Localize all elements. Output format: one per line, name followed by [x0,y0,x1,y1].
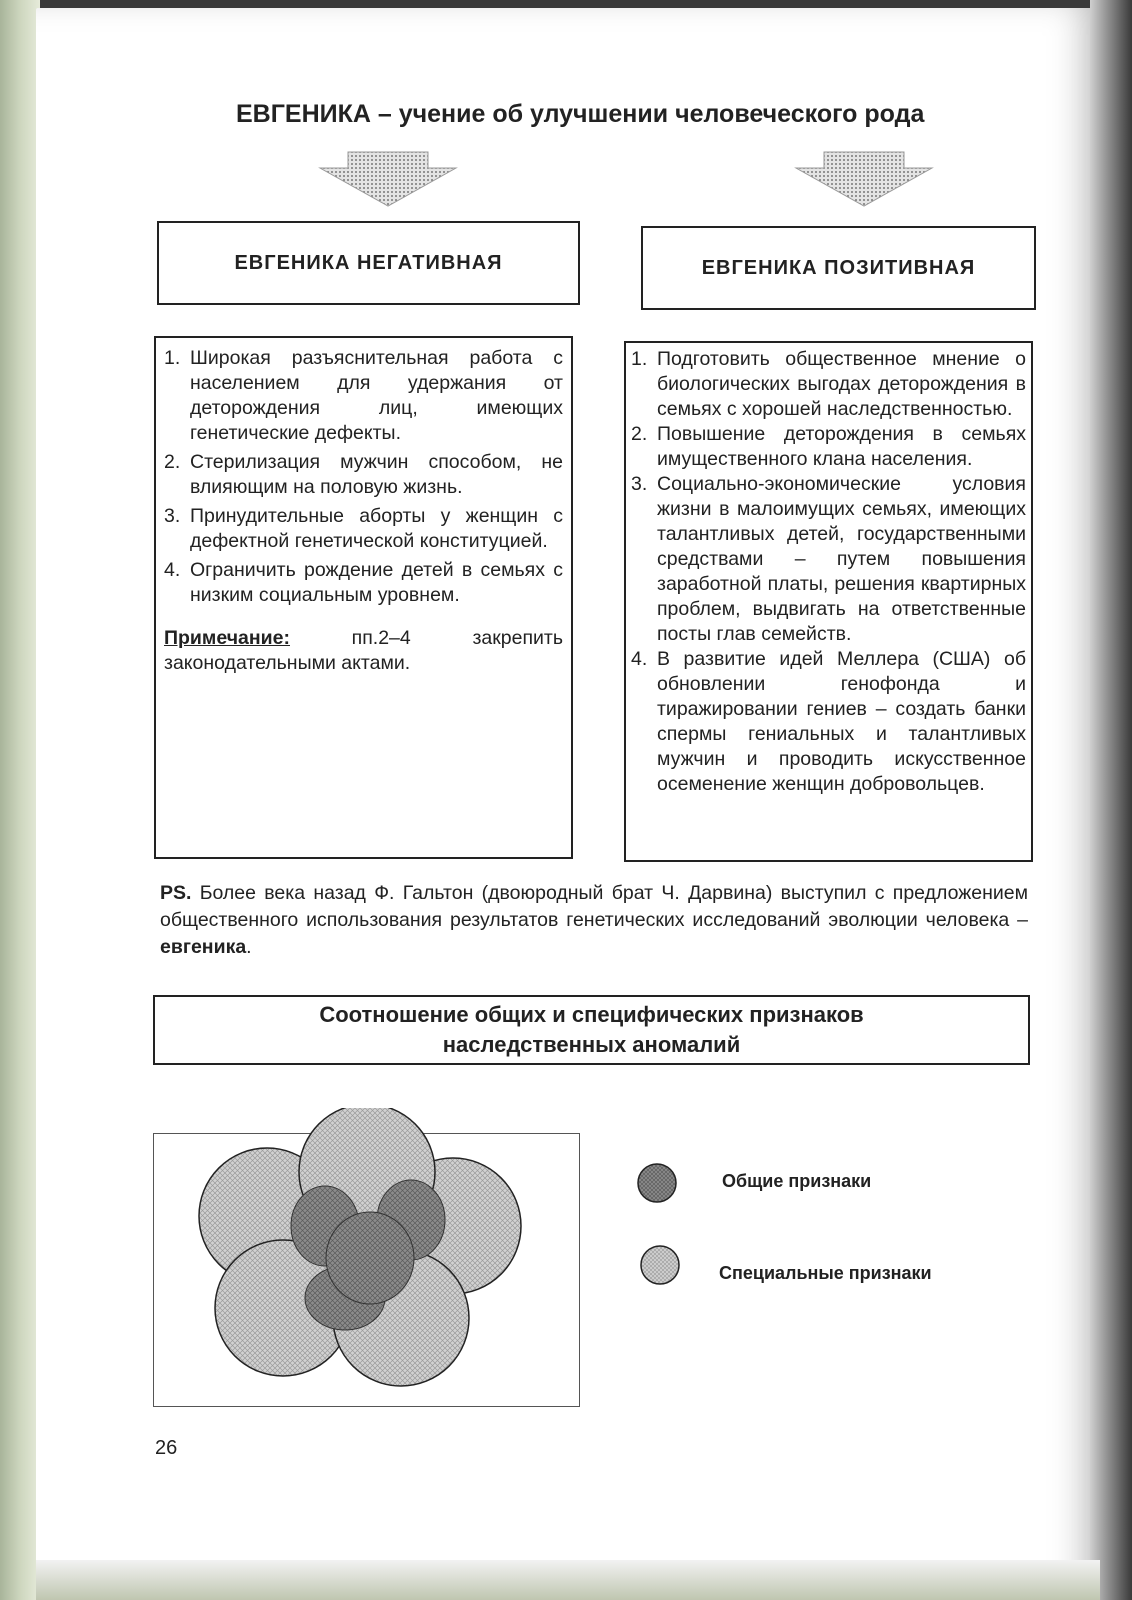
section-title [153,995,1030,1065]
ps-paragraph: PS. Более века назад Ф. Гальтон (двоюродный брат Ч. Дарвина) выступил с предложением общественного использования результатов генетических исследований эволюции человека – евгеника. [160,882,1028,958]
title-rest: – учение об улучшении человеческого рода [370,100,925,128]
list-item: 2. Стерилизация мужчин способом, не влияющим на половую жизнь. [164,451,563,498]
page-bottom-edge [36,1560,1100,1600]
book-binding [0,0,40,1600]
list-item: 1. Широкая разъяснительная работа с населением для удержания от деторождения лиц, имеющих генетические дефекты. [164,347,563,444]
negative-heading: ЕВГЕНИКА НЕГАТИВНАЯ [157,221,580,305]
venn-diagram [195,1108,525,1393]
ps-term: евгеника [160,936,247,958]
arrow-down-icon [794,150,934,208]
page-number: 26 [155,1437,178,1459]
legend-special-label: Специальные признаки [719,1263,932,1283]
section-title-line2: наследственных аномалий [442,1032,741,1057]
positive-list-box [624,341,1033,862]
page-edge-shadow [1090,0,1132,1600]
title-bold: ЕВГЕНИКА [236,100,371,128]
positive-heading: ЕВГЕНИКА ПОЗИТИВНАЯ [641,226,1036,310]
note-label: Примечание: [164,627,290,649]
ps-label: PS. [160,882,192,904]
list-item: 2. Повышение деторождения в семьях имущественного клана населения. [631,423,1026,470]
page-title [236,100,924,129]
list-item: 4. В развитие идей Меллера (США) об обновлении генофонда и тиражировании гениев – создать банки спермы гениальных и талантливых мужчин и проводить искусственное осеменение женщин добровольцев. [631,648,1026,795]
list-item: 3. Принудительные аборты у женщин с дефектной генетической конституцией. [164,505,563,552]
legend-common-label: Общие признаки [722,1171,872,1191]
venn-overlap [326,1212,414,1304]
arrow-down-icon [318,150,458,208]
note [164,626,563,676]
list-item: 4. Ограничить рождение детей в семьях с низким социальным уровнем. [164,559,563,606]
negative-list-box [154,336,573,859]
common-legend-icon [634,1160,680,1206]
list-item: 3. Социально-экономические условия жизни в малоимущих семьях, имеющих талантливых детей, государственными средствами – путем повышения заработной платы, решения квартирных проблем, выдвигать на ответственные посты глав семейств. [631,473,1026,645]
section-title-line1: Соотношение общих и специфических признаков [319,1002,864,1027]
note-text: пп.2–4 закрепить законодательными актами. [164,627,563,674]
special-legend-icon [637,1244,683,1290]
ps-text: Более века назад Ф. Гальтон (двоюродный брат Ч. Дарвина) выступил с предложением общественного использования результатов генетических исследований эволюции человека – [160,882,1028,931]
list-item: 1. Подготовить общественное мнение о биологических выгодах деторождения в семьях с хорошей наследственностью. [631,348,1026,420]
